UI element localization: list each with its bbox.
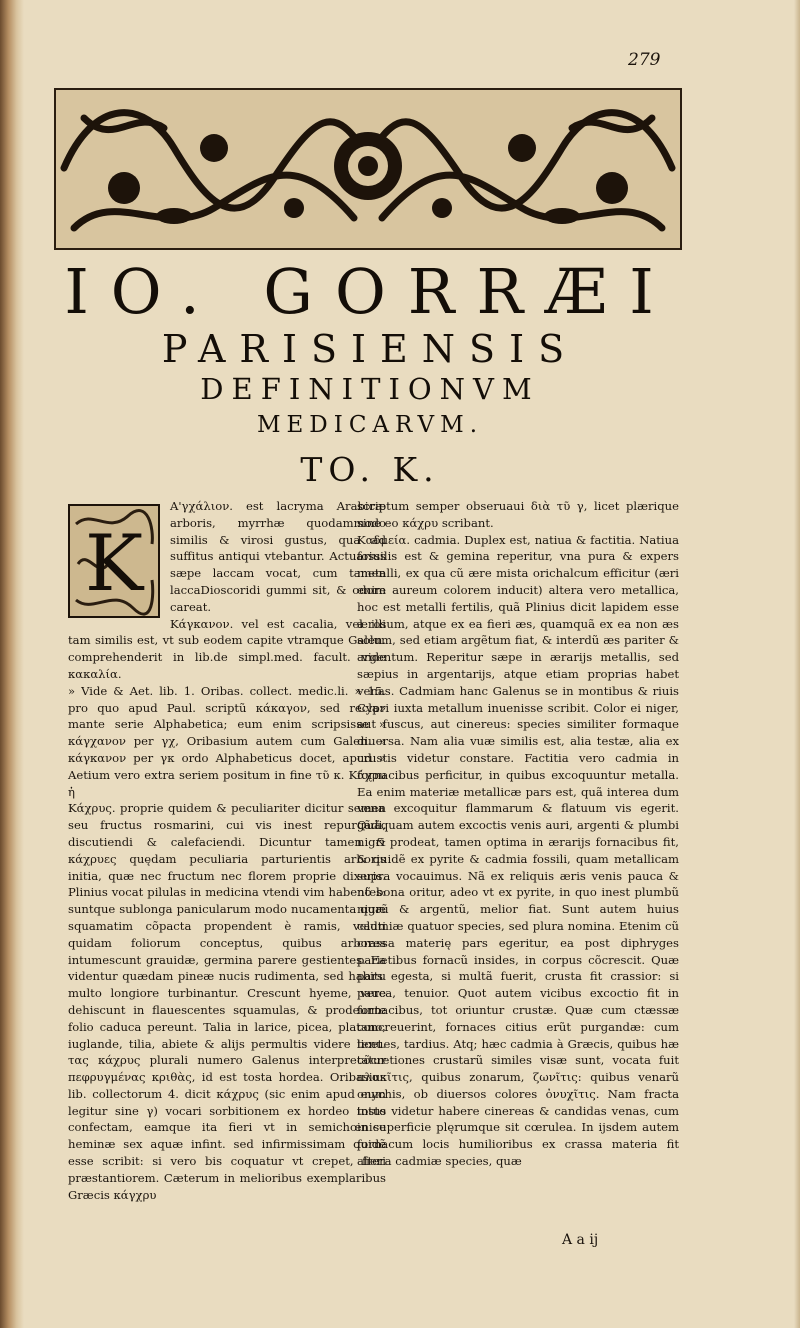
title-origin: PARISIENSIS (161, 327, 579, 371)
entry-kankanon: Κάγκανον. vel est cacalia, vel illi tam similis est, vt sub eodem capite vtramque Galen. comprehenderit in lib.de simpl.med. facult. vide κακαλία. (68, 616, 386, 681)
page-number: 279 (628, 50, 661, 70)
entry-ankhalion: Α'γχάλιον. est lacryma Arabicæ arboris, myrrhæ quodammodo similis & virosi gustus, qua ad suffitus antiqui vtebantur. Actuarius sæpe laccam vocat, cum tamen laccaDioscoridi gummi sit, & odore careat. (170, 499, 386, 614)
title-author: IO. GORRÆI (64, 255, 676, 328)
entry-kadmeia: Καδμεία. cadmia. Duplex est, natiua & factitia. Natiua fossilis est & gemina reperitur, vna pura & expers metalli, ex qua cũ ære mista orichalcum efficitur (æri enim aureum colorem inducit) altera vero metallica, hoc est metalli fertilis, quã Plinius dicit lapidem esse ærosum, atque ex ea fieri æs, quamquã ex ea non æs solum, sed etiam argẽtum fiat, & interdũ æs pariter & argentum. Reperitur sæpe in ærarijs metallis, sed sæpius in argentarijs, atque etiam proprias habet venas. Cadmiam hanc Galenus se in montibus & riuis Cypri iuxta metallum inuenisse scribit. Color ei niger, aut fuscus, aut cinereus: species similiter formaque diuersa. Nam alia vuæ similis est, alia testæ, alia ex crustis videtur constare. Factitia vero cadmia in fornacibus perficitur, in quibus excoquuntur metalla. Ea enim materiæ metallicæ pars est, quã interea dum vena excoquitur flammarum & flatuum vis egerit. Quãquam autem excoctis venis auri, argenti & plumbi nigri prodeat, tamen optima in ærarijs fornacibus fit, & quidẽ ex pyrite & cadmia fossili, quam metallicam supra vocauimus. Nã ex reliquis æris venis pauca & nõ bona oritur, adeo vt ex pyrite, in quo inest plumbũ nigrũ & argentũ, melior fiat. Sunt autem huius cadmiæ quatuor species, sed plura nomina. Etenim cũ crassa materię pars egeritur, ea post diphryges parietibus fornacũ insides, in corpus cõcrescit. Quæ pars egesta, si multã fuerit, crusta fit crassior: si pauca, tenuior. Quot autem vicibus excoctio fit in fornacibus, tot oriuntur crustæ. Quæ cum ctæssæ concreuerint, fornaces citius erũt purgandæ: cum tenues, tardius. Atq; hæc cadmia à Græcis, quibus hæ cõcretiones crustarũ similes visæ sunt, vocata fuit πλακῖτις, quibus zonarum, ζωνῖτις: quibus venarũ onychis, ob diuersos colores ὀνυχῖτις. Nam fracta intus videtur habere cinereas & candidas venas, cum in superficie plęrumque sit cœrulea. In ijsdem autem fornacum locis humilioribus ex crassa materia fit altera cadmiæ species, quæ (357, 532, 679, 1169)
binding-edge (0, 0, 24, 1328)
entry-continuation: scriptum semper obseruaui διὰ τῦ γ, licet plærique sine eo κάχρυ scribant. (357, 499, 679, 530)
title-work: DEFINITIONVM (200, 372, 540, 406)
decorated-initial (68, 504, 160, 618)
title-subject: MEDICARVM. (256, 412, 484, 438)
svg-text:K: K (84, 519, 144, 609)
right-text-column (357, 498, 679, 1170)
signature-mark: A a ij (562, 1232, 599, 1248)
entry-kachrys: Κάχρυς. proprie quidem & peculiariter dicitur semen seu fructus rosmarini, cui vis inest repurgãdi, discutiendi & calefaciendi. Dicuntur tamen & κάχρυες quędam peculiaria parturientis arboris initia, quæ nec fructum nec florem proprie dixeris. Plinius vocat pilulas in medicina vtendi vim habentes: suntque sublonga panicularum modo nucamenta quæ squamatim cõpacta propendent è ramis, veluti quidam foliorum conceptus, quibus arbores intumescunt grauidæ, germina parere gestientes. Ea videntur quædam pineæ nucis rudimenta, sed habitu multo longiore turbinantur. Crescunt hyeme, vere dehiscunt in flauescentes squamulas, & prodeunte folio caduca pereunt. Talia in larice, picea, platano, iuglande, tilia, abiete & alijs permultis videre licet. τας κάχρυς plurali numero Galenus interpretatur πεφρυγμένας κριθὰς, id est tosta hordea. Oribasius lib. collectorum 4. dicit κάχρυς (sic enim apud eum legitur sine γ) vocari sorbitionem ex hordeo tosto confectam, eamque ita fieri vt in semichœnice heminæ sex aquæ infint. sed infirmissimam quidẽ esse scribit: si vero bis coquatur vt crepet, fieri præstantiorem. Cæterum in melioribus exemplaribus Græcis κάγχρυ (68, 801, 386, 1202)
page-edge (794, 0, 800, 1328)
left-text-column (68, 498, 386, 1203)
annotation-note: » Vide & Aet. lib. 1. Oribas. collect. medic.li. » 15. pro quo apud Paul. scriptũ κάκαγον, sed recla» mante serie Alphabetica; eum enim scripsisse » κάγχανον per γχ, Oribasium autem cum Galen. » κάγκανον per γκ ordo Alphabeticus docet, apud » Aetium vero extra seriem positum in fine τῦ κ. Κάχρυ ἡ (68, 683, 386, 799)
section-heading: TO. K. (300, 450, 440, 489)
ornamental-headpiece (54, 88, 682, 250)
